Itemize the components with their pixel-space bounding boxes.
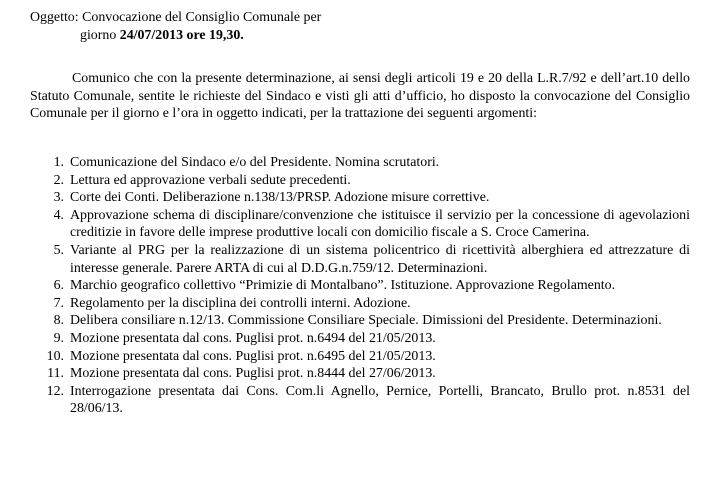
subject-label: Oggetto: <box>30 10 79 25</box>
subject-date-time: 24/07/2013 ore 19,30. <box>119 27 244 43</box>
agenda-item <box>30 312 690 330</box>
agenda-item-text: Lettura ed approvazione verbali sedute precedenti. <box>70 172 351 188</box>
agenda-item-text: Corte dei Conti. Deliberazione n.138/13/PRSP. Adozione misure correttive. <box>70 190 490 206</box>
agenda-item <box>30 383 690 418</box>
subject-line <box>30 9 700 27</box>
agenda-item-number: 2. <box>53 172 64 188</box>
agenda-item <box>30 207 690 242</box>
agenda-item-number: 10. <box>46 348 64 364</box>
agenda-item-text: Delibera consiliare n.12/13. Commissione Consiliare Speciale. Dimissioni del Presidente. Determinazioni. <box>70 313 662 329</box>
agenda-item-number: 8. <box>53 313 64 329</box>
agenda-item <box>30 189 690 207</box>
agenda-item-text: Approvazione schema di disciplinare/convenzione che istituisce il servizio per la concessione di agevolazioni creditizie in favore delle imprese produttive locali con domicilio fiscale a S. Croce Camerina. <box>70 207 690 241</box>
subject-date-prefix: giorno <box>80 27 117 43</box>
agenda-item-number: 11. <box>47 366 64 382</box>
agenda-item-text: Mozione presentata dal cons. Puglisi prot. n.6495 del 21/05/2013. <box>70 348 436 364</box>
agenda-item-number: 4. <box>53 207 64 223</box>
agenda-item-text: Mozione presentata dal cons. Puglisi prot. n.6494 del 21/05/2013. <box>70 330 436 346</box>
intro-paragraph: Comunico che con la presente determinazione, ai sensi degli articoli 19 e 20 della L.R.7/92 e dell’art.10 dello Statuto Comunale, sentite le richieste del Sindaco e visti gli atti d’ufficio, ho disposto la convocazione del Consiglio Comunale per il giorno e l’ora in oggetto indicati, per la trattazione dei seguenti argomenti: <box>30 71 690 122</box>
agenda-item-number: 5. <box>53 242 64 258</box>
agenda-item-text: Mozione presentata dal cons. Puglisi prot. n.8444 del 27/06/2013. <box>70 366 436 382</box>
agenda-item-number: 7. <box>53 295 64 311</box>
agenda-item-text: Regolamento per la disciplina dei controlli interni. Adozione. <box>70 295 411 311</box>
agenda-item <box>30 348 690 366</box>
agenda-item <box>30 172 690 190</box>
agenda-item <box>30 277 690 295</box>
agenda-item <box>30 154 690 172</box>
agenda-item-number: 3. <box>53 190 64 206</box>
subject-block <box>30 9 700 44</box>
agenda-item-number: 6. <box>53 278 64 294</box>
agenda-item-text: Variante al PRG per la realizzazione di un sistema policentrico di ricettività alberghiera ed attrezzature di interesse generale. Parere ARTA di cui al D.D.G.n.759/12. Determinazioni. <box>70 242 690 276</box>
agenda-item <box>30 295 690 313</box>
agenda-item-text: Marchio geografico collettivo “Primizie di Montalbano”. Istituzione. Approvazione Regolamento. <box>70 278 616 294</box>
agenda-item <box>30 330 690 348</box>
agenda-item-number: 9. <box>53 330 64 346</box>
agenda-item-text: Comunicazione del Sindaco e/o del Presidente. Nomina scrutatori. <box>70 155 440 170</box>
agenda-item-number: 1. <box>53 155 64 170</box>
agenda-item-text: Interrogazione presentata dai Cons. Com.li Agnello, Pernice, Portelli, Brancato, Brullo prot. n.8531 del 28/06/13. <box>70 383 690 417</box>
agenda-item-number: 12. <box>46 383 64 399</box>
agenda-item <box>30 365 690 383</box>
agenda-item <box>30 242 690 277</box>
subject-date-line <box>30 27 700 45</box>
subject-text: Convocazione del Consiglio Comunale per <box>82 10 322 25</box>
agenda-list <box>30 154 690 418</box>
